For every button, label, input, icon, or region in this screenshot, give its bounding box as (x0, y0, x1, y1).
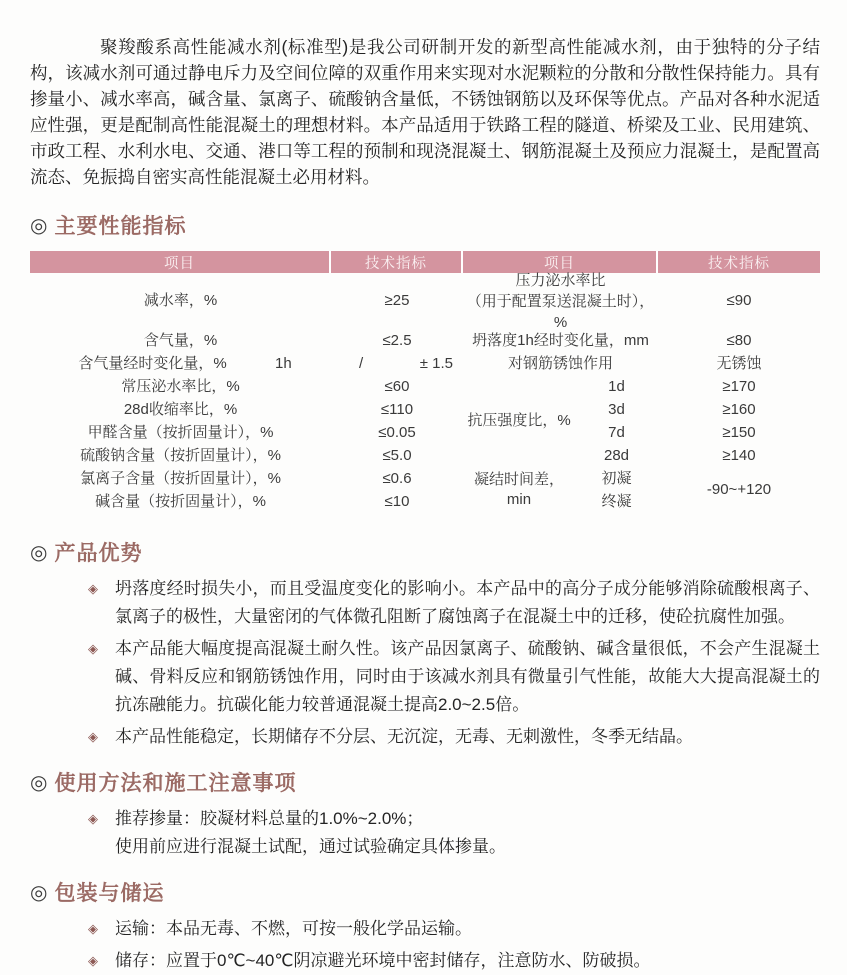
table-cell-label: 对钢筋锈蚀作用 (507, 354, 613, 372)
bullet-text: 本产品能大幅度提高混凝土耐久性。该产品因氯离子、硫酸钠、碱含量很低，不会产生混凝土碱、骨料反应和钢筋锈蚀作用，同时由于该减水剂具有微量引气性能，故能大大提高混凝土的抗冻融能力。抗碳化能力较普通混凝土提高2.0~2.5倍。 (115, 639, 820, 714)
table-cell-label: 甲醛含量（按折固量计），% (87, 423, 274, 441)
usage-trial-text: 使用前应进行混凝土试配，通过试验确定具体掺量。 (115, 837, 506, 856)
table-header-indicator-right: 技术指标 (658, 251, 820, 273)
list-item (30, 947, 820, 975)
table-header-indicator-left: 技术指标 (331, 251, 463, 273)
table-cell-label-bleeding (463, 273, 658, 329)
diamond-bullet-icon: ◈ (88, 729, 98, 744)
diamond-bullet-icon: ◈ (88, 641, 98, 656)
diamond-bullet-icon: ◈ (88, 921, 98, 936)
section-marker-icon: ◎ (30, 771, 49, 794)
product-datasheet-page (0, 34, 847, 975)
table-cell-value: ≥170 (722, 377, 756, 395)
section-title: 使用方法和施工注意事项 (54, 772, 297, 795)
table-cell-value: ≤2.5 (382, 331, 412, 349)
table-cell-value: ≤10 (384, 492, 410, 510)
table-cell-label: 28d收缩率比，% (123, 400, 238, 418)
section-title: 主要性能指标 (54, 215, 187, 238)
table-cell-value: ≥150 (722, 423, 756, 441)
table-cell-group-label-setting: 凝结时间差，min (473, 471, 564, 508)
table-cell-label-line2: （用于配置泵送混凝土时），% (466, 292, 655, 331)
packing-list (30, 915, 820, 975)
usage-dosage-text: 推荐掺量：胶凝材料总量的1.0%~2.0%； (115, 809, 424, 828)
table-cell-value: ≤80 (726, 331, 752, 349)
intro-paragraph: 聚羧酸系高性能减水剂(标准型)是我公司研制开发的新型高性能减水剂，由于独特的分子结构，该减水剂可通过静电斥力及空间位障的双重作用来实现对水泥颗粒的分散和分散性保持能力。具有掺量小、减水率高，碱含量、氯离子、硫酸钠含量低，不锈蚀钢筋以及环保等优点。产品对各种水泥适应性强，更是配制高性能混凝土的理想材料。本产品适用于铁路工程的隧道、桥梁及工业、民用建筑、市政工程、水利水电、交通、港口等工程的预制和现浇混凝土、钢筋混凝土及预应力混凝土，是配置高流态、免振捣自密实高性能混凝土必用材料。 (30, 37, 820, 187)
table-cell-label-with-time (30, 352, 331, 375)
table-cell-label-line1: 压力泌水率比 (515, 271, 606, 289)
section-heading-packing (30, 877, 820, 907)
advantages-list (30, 575, 820, 751)
bullet-text: 运输：本品无毒、不燃，可按一般化学品运输。 (115, 919, 472, 938)
section-marker-icon: ◎ (30, 214, 49, 237)
bullet-text: 坍落度经时损失小，而且受温度变化的影响小。本产品中的高分子成分能够消除硫酸根离子、氯离子的极性，大量密闭的气体微孔阻断了腐蚀离子在混凝土中的迁移，使砼抗腐性加强。 (115, 579, 820, 626)
table-cell-value: ≤0.6 (382, 469, 412, 487)
spacer (423, 805, 475, 833)
performance-table (30, 251, 820, 513)
table-cell-value: ≥25 (384, 292, 410, 309)
table-cell-label: 氯离子含量（按折固量计），% (80, 469, 281, 487)
section-heading-performance (30, 210, 820, 240)
diamond-bullet-icon: ◈ (88, 953, 98, 968)
diamond-bullet-icon: ◈ (88, 581, 98, 596)
table-cell-setting-initial: 初凝 (601, 469, 632, 487)
table-header-item-right: 项目 (463, 251, 658, 273)
list-item (30, 575, 820, 631)
bullet-text: 本产品性能稳定，长期储存不分层、无沉淀，无毒、无刺激性，冬季无结晶。 (115, 727, 693, 746)
section-title: 包装与储运 (54, 882, 165, 905)
diamond-bullet-icon: ◈ (88, 811, 98, 826)
list-item (30, 635, 820, 719)
table-cell-value: ≤60 (384, 377, 410, 395)
bullet-text (115, 805, 820, 861)
table-cell-time: 1h (275, 354, 292, 372)
table-cell-value: ≤5.0 (382, 446, 412, 464)
table-cell-label: 坍落度1h经时变化量，mm (472, 331, 649, 349)
table-cell-label: 硫酸钠含量（按折固量计），% (80, 446, 281, 464)
list-item (30, 915, 820, 943)
table-cell-label: 碱含量（按折固量计），% (95, 492, 266, 510)
table-cell-value: ≤0.05 (378, 423, 416, 441)
table-cell-value: ≥140 (722, 446, 756, 464)
list-item (30, 723, 820, 751)
table-cell-setting-final: 终凝 (601, 492, 632, 510)
list-item (30, 805, 820, 861)
table-cell-label: 含气量经时变化量，% (78, 354, 227, 372)
table-cell-age: 1d (608, 377, 625, 395)
table-cell-value: -90~+120 (706, 481, 772, 498)
section-heading-advantages (30, 537, 820, 567)
table-cell-value: ≥160 (722, 400, 756, 418)
table-cell-group-label-strength: 抗压强度比，% (467, 412, 571, 429)
table-cell-slash: / (359, 354, 364, 372)
table-cell-label: 减水率，% (143, 292, 218, 309)
table-cell-value: ± 1.5 (419, 354, 453, 372)
table-cell-label: 含气量，% (143, 331, 218, 349)
table-cell-value: ≤110 (380, 400, 414, 418)
section-marker-icon: ◎ (30, 541, 49, 564)
table-cell-value-slash (331, 352, 463, 375)
section-heading-usage (30, 767, 820, 797)
usage-list (30, 805, 820, 861)
table-cell-value: 无锈蚀 (716, 354, 762, 372)
table-cell-age: 28d (603, 446, 630, 464)
table-header-item-left: 项目 (30, 251, 331, 273)
table-cell-age: 3d (608, 400, 625, 418)
table-cell-label: 常压泌水率比，% (121, 377, 240, 395)
bullet-text: 储存：应置于0℃~40℃阴凉避光环境中密封储存，注意防水、防破损。 (115, 951, 651, 970)
table-cell-value: ≤90 (726, 292, 752, 309)
section-marker-icon: ◎ (30, 881, 49, 904)
table-cell-age: 7d (608, 423, 625, 441)
section-title: 产品优势 (54, 542, 143, 565)
